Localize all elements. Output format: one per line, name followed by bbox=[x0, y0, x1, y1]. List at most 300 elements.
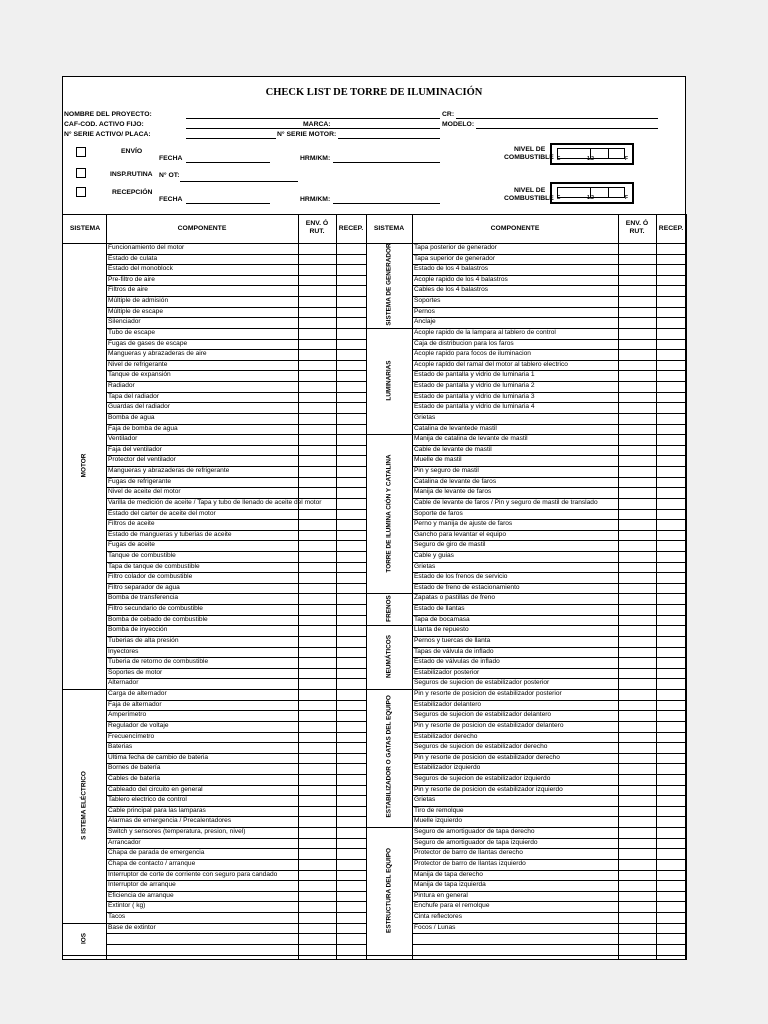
right-env-cell[interactable] bbox=[619, 520, 655, 529]
right-env-cell[interactable] bbox=[619, 902, 655, 911]
left-env-cell[interactable] bbox=[299, 711, 335, 720]
right-env-cell[interactable] bbox=[619, 276, 655, 285]
right-env-cell[interactable] bbox=[619, 563, 655, 572]
serie-field[interactable] bbox=[186, 138, 276, 139]
left-recep-cell[interactable] bbox=[337, 817, 365, 826]
right-env-cell[interactable] bbox=[619, 775, 655, 784]
left-env-cell[interactable] bbox=[299, 244, 335, 253]
right-env-cell[interactable] bbox=[619, 297, 655, 306]
left-env-cell[interactable] bbox=[299, 382, 335, 391]
left-env-cell[interactable] bbox=[299, 584, 335, 593]
left-env-cell[interactable] bbox=[299, 807, 335, 816]
hrm-envio-field[interactable] bbox=[333, 162, 440, 163]
left-env-cell[interactable] bbox=[299, 913, 335, 922]
left-recep-cell[interactable] bbox=[337, 679, 365, 688]
left-recep-cell[interactable] bbox=[337, 648, 365, 657]
right-recep-cell[interactable] bbox=[657, 796, 685, 805]
right-env-cell[interactable] bbox=[619, 924, 655, 933]
right-recep-cell[interactable] bbox=[657, 510, 685, 519]
right-env-cell[interactable] bbox=[619, 488, 655, 497]
left-recep-cell[interactable] bbox=[337, 764, 365, 773]
right-recep-cell[interactable] bbox=[657, 711, 685, 720]
left-env-cell[interactable] bbox=[299, 350, 335, 359]
left-env-cell[interactable] bbox=[299, 722, 335, 731]
left-env-cell[interactable] bbox=[299, 796, 335, 805]
right-env-cell[interactable] bbox=[619, 541, 655, 550]
right-env-cell[interactable] bbox=[619, 733, 655, 742]
right-recep-cell[interactable] bbox=[657, 371, 685, 380]
right-recep-cell[interactable] bbox=[657, 828, 685, 837]
right-recep-cell[interactable] bbox=[657, 648, 685, 657]
fuel-f-label: F bbox=[625, 195, 629, 201]
left-env-cell[interactable] bbox=[299, 552, 335, 561]
right-recep-cell[interactable] bbox=[657, 361, 685, 370]
right-recep-cell[interactable] bbox=[657, 541, 685, 550]
right-env-cell[interactable] bbox=[619, 531, 655, 540]
right-recep-cell[interactable] bbox=[657, 478, 685, 487]
left-recep-cell[interactable] bbox=[337, 849, 365, 858]
left-recep-cell[interactable] bbox=[337, 244, 365, 253]
right-env-cell[interactable] bbox=[619, 658, 655, 667]
left-component-item: Filtro separador de agua bbox=[108, 583, 180, 591]
right-recep-cell[interactable] bbox=[657, 520, 685, 529]
right-env-cell[interactable] bbox=[619, 244, 655, 253]
right-recep-cell[interactable] bbox=[657, 764, 685, 773]
right-recep-cell[interactable] bbox=[657, 446, 685, 455]
left-recep-cell[interactable] bbox=[337, 403, 365, 412]
right-component-item: Acople rapido para focos de iluminacion bbox=[414, 350, 531, 358]
left-recep-cell[interactable] bbox=[337, 435, 365, 444]
left-env-cell[interactable] bbox=[299, 743, 335, 752]
left-env-cell[interactable] bbox=[299, 371, 335, 380]
right-recep-cell[interactable] bbox=[657, 414, 685, 423]
right-env-cell[interactable] bbox=[619, 350, 655, 359]
right-env-cell[interactable] bbox=[619, 371, 655, 380]
left-recep-cell[interactable] bbox=[337, 871, 365, 880]
right-component-item: Pin y resorte de posicion de estabilizador delantero bbox=[414, 721, 564, 729]
right-env-cell[interactable] bbox=[619, 318, 655, 327]
right-recep-cell[interactable] bbox=[657, 393, 685, 402]
left-env-cell[interactable] bbox=[299, 658, 335, 667]
left-env-cell[interactable] bbox=[299, 669, 335, 678]
recepcion-checkbox[interactable] bbox=[76, 187, 86, 197]
label-marca: MARCA: bbox=[303, 121, 331, 128]
right-recep-cell[interactable] bbox=[657, 754, 685, 763]
right-component-item: Pernos bbox=[414, 307, 435, 315]
left-env-cell[interactable] bbox=[299, 839, 335, 848]
left-env-cell[interactable] bbox=[299, 265, 335, 274]
right-env-cell[interactable] bbox=[619, 860, 655, 869]
left-env-cell[interactable] bbox=[299, 478, 335, 487]
left-recep-cell[interactable] bbox=[337, 902, 365, 911]
left-recep-cell[interactable] bbox=[337, 669, 365, 678]
left-recep-cell[interactable] bbox=[337, 276, 365, 285]
left-env-cell[interactable] bbox=[299, 871, 335, 880]
right-env-cell[interactable] bbox=[619, 828, 655, 837]
insp-rutina-checkbox[interactable] bbox=[76, 168, 86, 178]
left-recep-cell[interactable] bbox=[337, 488, 365, 497]
right-env-cell[interactable] bbox=[619, 425, 655, 434]
left-env-cell[interactable] bbox=[299, 297, 335, 306]
right-env-cell[interactable] bbox=[619, 616, 655, 625]
right-recep-cell[interactable] bbox=[657, 340, 685, 349]
left-recep-cell[interactable] bbox=[337, 584, 365, 593]
left-recep-cell[interactable] bbox=[337, 499, 365, 508]
right-env-cell[interactable] bbox=[619, 892, 655, 901]
left-env-cell[interactable] bbox=[299, 456, 335, 465]
left-env-cell[interactable] bbox=[299, 573, 335, 582]
left-recep-cell[interactable] bbox=[337, 531, 365, 540]
left-recep-cell[interactable] bbox=[337, 340, 365, 349]
left-env-cell[interactable] bbox=[299, 531, 335, 540]
left-env-cell[interactable] bbox=[299, 446, 335, 455]
left-env-cell[interactable] bbox=[299, 340, 335, 349]
right-recep-cell[interactable] bbox=[657, 701, 685, 710]
right-recep-cell[interactable] bbox=[657, 892, 685, 901]
left-recep-cell[interactable] bbox=[337, 393, 365, 402]
right-recep-cell[interactable] bbox=[657, 308, 685, 317]
right-recep-cell[interactable] bbox=[657, 552, 685, 561]
right-env-cell[interactable] bbox=[619, 807, 655, 816]
left-env-cell[interactable] bbox=[299, 276, 335, 285]
left-component-item: Extintor ( kg) bbox=[108, 902, 146, 910]
left-recep-cell[interactable] bbox=[337, 913, 365, 922]
right-recep-cell[interactable] bbox=[657, 807, 685, 816]
header-sistema-left: SISTEMA bbox=[69, 225, 101, 232]
left-recep-cell[interactable] bbox=[337, 425, 365, 434]
right-env-cell[interactable] bbox=[619, 743, 655, 752]
right-env-cell[interactable] bbox=[619, 286, 655, 295]
left-recep-cell[interactable] bbox=[337, 754, 365, 763]
left-env-cell[interactable] bbox=[299, 754, 335, 763]
left-recep-cell[interactable] bbox=[337, 637, 365, 646]
right-recep-cell[interactable] bbox=[657, 690, 685, 699]
left-env-cell[interactable] bbox=[299, 414, 335, 423]
left-env-cell[interactable] bbox=[299, 488, 335, 497]
right-env-cell[interactable] bbox=[619, 478, 655, 487]
right-component-item: Tapa superior de generador bbox=[414, 254, 496, 262]
right-env-cell[interactable] bbox=[619, 764, 655, 773]
right-env-cell[interactable] bbox=[619, 594, 655, 603]
left-recep-cell[interactable] bbox=[337, 626, 365, 635]
left-env-cell[interactable] bbox=[299, 616, 335, 625]
right-recep-cell[interactable] bbox=[657, 658, 685, 667]
left-env-cell[interactable] bbox=[299, 594, 335, 603]
left-recep-cell[interactable] bbox=[337, 573, 365, 582]
right-recep-cell[interactable] bbox=[657, 626, 685, 635]
left-env-cell[interactable] bbox=[299, 286, 335, 295]
right-recep-cell[interactable] bbox=[657, 435, 685, 444]
left-env-cell[interactable] bbox=[299, 435, 335, 444]
left-recep-cell[interactable] bbox=[337, 563, 365, 572]
right-recep-cell[interactable] bbox=[657, 637, 685, 646]
cr-field[interactable] bbox=[456, 118, 658, 119]
right-recep-cell[interactable] bbox=[657, 255, 685, 264]
left-recep-cell[interactable] bbox=[337, 690, 365, 699]
left-recep-cell[interactable] bbox=[337, 924, 365, 933]
left-env-cell[interactable] bbox=[299, 860, 335, 869]
right-env-cell[interactable] bbox=[619, 849, 655, 858]
left-recep-cell[interactable] bbox=[337, 371, 365, 380]
left-env-cell[interactable] bbox=[299, 541, 335, 550]
hrm-recepcion-field[interactable] bbox=[333, 203, 440, 204]
left-component-item: Cableado del circuito en general bbox=[108, 785, 203, 793]
left-env-cell[interactable] bbox=[299, 690, 335, 699]
left-env-cell[interactable] bbox=[299, 467, 335, 476]
left-recep-cell[interactable] bbox=[337, 552, 365, 561]
left-recep-cell[interactable] bbox=[337, 265, 365, 274]
right-recep-cell[interactable] bbox=[657, 403, 685, 412]
left-recep-cell[interactable] bbox=[337, 361, 365, 370]
serie-motor-field[interactable] bbox=[338, 138, 440, 139]
right-recep-cell[interactable] bbox=[657, 329, 685, 338]
right-component-item: Pernos y tuercas de llanta bbox=[414, 636, 491, 644]
right-env-cell[interactable] bbox=[619, 446, 655, 455]
right-env-cell[interactable] bbox=[619, 690, 655, 699]
left-recep-cell[interactable] bbox=[337, 308, 365, 317]
left-recep-cell[interactable] bbox=[337, 807, 365, 816]
left-recep-cell[interactable] bbox=[337, 658, 365, 667]
right-env-cell[interactable] bbox=[619, 817, 655, 826]
right-recep-cell[interactable] bbox=[657, 902, 685, 911]
header-env-left: ENV. Ó RUT. bbox=[305, 220, 329, 235]
fuel-gauge-recepcion[interactable] bbox=[550, 182, 634, 204]
right-env-cell[interactable] bbox=[619, 403, 655, 412]
left-recep-cell[interactable] bbox=[337, 510, 365, 519]
right-recep-cell[interactable] bbox=[657, 679, 685, 688]
right-env-cell[interactable] bbox=[619, 605, 655, 614]
left-recep-cell[interactable] bbox=[337, 541, 365, 550]
left-env-cell[interactable] bbox=[299, 308, 335, 317]
left-recep-cell[interactable] bbox=[337, 839, 365, 848]
label-recepcion: RECEPCIÓN bbox=[112, 189, 153, 196]
left-env-cell[interactable] bbox=[299, 817, 335, 826]
right-recep-cell[interactable] bbox=[657, 563, 685, 572]
envio-checkbox[interactable] bbox=[76, 147, 86, 157]
fecha-envio-field[interactable] bbox=[186, 162, 270, 163]
left-recep-cell[interactable] bbox=[337, 350, 365, 359]
left-recep-cell[interactable] bbox=[337, 382, 365, 391]
right-env-cell[interactable] bbox=[619, 711, 655, 720]
right-recep-cell[interactable] bbox=[657, 499, 685, 508]
right-recep-cell[interactable] bbox=[657, 913, 685, 922]
right-recep-cell[interactable] bbox=[657, 669, 685, 678]
right-component-item: Enchufe para el remolque bbox=[414, 902, 490, 910]
left-env-cell[interactable] bbox=[299, 881, 335, 890]
left-recep-cell[interactable] bbox=[337, 881, 365, 890]
left-env-cell[interactable] bbox=[299, 499, 335, 508]
right-env-cell[interactable] bbox=[619, 839, 655, 848]
right-env-cell[interactable] bbox=[619, 340, 655, 349]
right-recep-cell[interactable] bbox=[657, 584, 685, 593]
right-env-cell[interactable] bbox=[619, 265, 655, 274]
label-fecha-2: FECHA bbox=[159, 196, 183, 203]
left-recep-cell[interactable] bbox=[337, 318, 365, 327]
left-component-item: Switch y sensores (temperatura, presion, nivel) bbox=[108, 828, 246, 836]
left-recep-cell[interactable] bbox=[337, 733, 365, 742]
right-recep-cell[interactable] bbox=[657, 244, 685, 253]
right-env-cell[interactable] bbox=[619, 722, 655, 731]
right-env-cell[interactable] bbox=[619, 499, 655, 508]
right-env-cell[interactable] bbox=[619, 361, 655, 370]
left-recep-cell[interactable] bbox=[337, 828, 365, 837]
left-recep-cell[interactable] bbox=[337, 892, 365, 901]
left-recep-cell[interactable] bbox=[337, 711, 365, 720]
right-env-cell[interactable] bbox=[619, 382, 655, 391]
right-recep-cell[interactable] bbox=[657, 743, 685, 752]
right-recep-cell[interactable] bbox=[657, 616, 685, 625]
left-recep-cell[interactable] bbox=[337, 775, 365, 784]
right-env-cell[interactable] bbox=[619, 626, 655, 635]
right-recep-cell[interactable] bbox=[657, 722, 685, 731]
right-env-cell[interactable] bbox=[619, 456, 655, 465]
left-recep-cell[interactable] bbox=[337, 860, 365, 869]
left-env-cell[interactable] bbox=[299, 329, 335, 338]
left-recep-cell[interactable] bbox=[337, 605, 365, 614]
right-recep-cell[interactable] bbox=[657, 786, 685, 795]
left-env-cell[interactable] bbox=[299, 892, 335, 901]
right-recep-cell[interactable] bbox=[657, 297, 685, 306]
left-recep-cell[interactable] bbox=[337, 446, 365, 455]
left-recep-cell[interactable] bbox=[337, 616, 365, 625]
right-recep-cell[interactable] bbox=[657, 839, 685, 848]
left-recep-cell[interactable] bbox=[337, 796, 365, 805]
right-recep-cell[interactable] bbox=[657, 318, 685, 327]
right-recep-cell[interactable] bbox=[657, 871, 685, 880]
right-recep-cell[interactable] bbox=[657, 605, 685, 614]
right-env-cell[interactable] bbox=[619, 414, 655, 423]
left-recep-cell[interactable] bbox=[337, 329, 365, 338]
left-env-cell[interactable] bbox=[299, 563, 335, 572]
right-recep-cell[interactable] bbox=[657, 382, 685, 391]
left-component-item: Interruptor de corte de corriente con seguro para candado bbox=[108, 870, 278, 878]
right-env-cell[interactable] bbox=[619, 584, 655, 593]
left-component-item: Funcionamiento del motor bbox=[108, 244, 185, 251]
right-col-line bbox=[686, 214, 687, 960]
right-recep-cell[interactable] bbox=[657, 265, 685, 274]
right-recep-cell[interactable] bbox=[657, 594, 685, 603]
left-recep-cell[interactable] bbox=[337, 478, 365, 487]
right-env-cell[interactable] bbox=[619, 573, 655, 582]
right-env-cell[interactable] bbox=[619, 308, 655, 317]
right-env-cell[interactable] bbox=[619, 637, 655, 646]
left-recep-cell[interactable] bbox=[337, 743, 365, 752]
left-env-cell[interactable] bbox=[299, 403, 335, 412]
left-env-cell[interactable] bbox=[299, 626, 335, 635]
right-recep-cell[interactable] bbox=[657, 276, 685, 285]
left-env-cell[interactable] bbox=[299, 924, 335, 933]
right-recep-cell[interactable] bbox=[657, 456, 685, 465]
left-env-cell[interactable] bbox=[299, 701, 335, 710]
right-env-cell[interactable] bbox=[619, 435, 655, 444]
right-env-cell[interactable] bbox=[619, 871, 655, 880]
right-recep-cell[interactable] bbox=[657, 881, 685, 890]
left-recep-cell[interactable] bbox=[337, 414, 365, 423]
right-recep-cell[interactable] bbox=[657, 849, 685, 858]
right-env-cell[interactable] bbox=[619, 679, 655, 688]
left-recep-cell[interactable] bbox=[337, 255, 365, 264]
not-field[interactable] bbox=[180, 181, 298, 182]
right-env-cell[interactable] bbox=[619, 786, 655, 795]
modelo-field[interactable] bbox=[476, 128, 658, 129]
left-recep-cell[interactable] bbox=[337, 467, 365, 476]
left-env-cell[interactable] bbox=[299, 361, 335, 370]
right-env-cell[interactable] bbox=[619, 467, 655, 476]
right-env-cell[interactable] bbox=[619, 913, 655, 922]
left-env-cell[interactable] bbox=[299, 902, 335, 911]
right-recep-cell[interactable] bbox=[657, 350, 685, 359]
left-env-cell[interactable] bbox=[299, 637, 335, 646]
left-env-cell[interactable] bbox=[299, 425, 335, 434]
left-recep-cell[interactable] bbox=[337, 701, 365, 710]
left-recep-cell[interactable] bbox=[337, 520, 365, 529]
right-recep-cell[interactable] bbox=[657, 860, 685, 869]
right-recep-cell[interactable] bbox=[657, 467, 685, 476]
left-recep-cell[interactable] bbox=[337, 286, 365, 295]
left-recep-cell[interactable] bbox=[337, 722, 365, 731]
right-env-cell[interactable] bbox=[619, 648, 655, 657]
left-recep-cell[interactable] bbox=[337, 786, 365, 795]
right-env-cell[interactable] bbox=[619, 754, 655, 763]
left-env-cell[interactable] bbox=[299, 520, 335, 529]
label-hrm-1: HRM/KM: bbox=[300, 155, 331, 162]
right-recep-cell[interactable] bbox=[657, 488, 685, 497]
right-recep-cell[interactable] bbox=[657, 425, 685, 434]
proyecto-field[interactable] bbox=[186, 118, 440, 119]
left-env-cell[interactable] bbox=[299, 648, 335, 657]
right-env-cell[interactable] bbox=[619, 669, 655, 678]
left-env-cell[interactable] bbox=[299, 828, 335, 837]
right-env-cell[interactable] bbox=[619, 796, 655, 805]
left-env-cell[interactable] bbox=[299, 510, 335, 519]
left-env-cell[interactable] bbox=[299, 605, 335, 614]
right-env-cell[interactable] bbox=[619, 255, 655, 264]
right-recep-cell[interactable] bbox=[657, 775, 685, 784]
left-env-cell[interactable] bbox=[299, 733, 335, 742]
right-env-cell[interactable] bbox=[619, 552, 655, 561]
right-recep-cell[interactable] bbox=[657, 286, 685, 295]
right-recep-cell[interactable] bbox=[657, 531, 685, 540]
left-recep-cell[interactable] bbox=[337, 297, 365, 306]
left-env-cell[interactable] bbox=[299, 679, 335, 688]
right-env-cell[interactable] bbox=[619, 329, 655, 338]
label-envio: ENVÍO bbox=[121, 148, 143, 155]
left-env-cell[interactable] bbox=[299, 775, 335, 784]
left-env-cell[interactable] bbox=[299, 318, 335, 327]
right-env-cell[interactable] bbox=[619, 881, 655, 890]
right-env-cell[interactable] bbox=[619, 393, 655, 402]
right-component-item: Gancho para levantar el equipo bbox=[414, 530, 507, 538]
left-recep-cell[interactable] bbox=[337, 594, 365, 603]
left-env-cell[interactable] bbox=[299, 849, 335, 858]
right-recep-cell[interactable] bbox=[657, 733, 685, 742]
right-env-cell[interactable] bbox=[619, 701, 655, 710]
left-env-cell[interactable] bbox=[299, 764, 335, 773]
left-recep-cell[interactable] bbox=[337, 456, 365, 465]
left-env-cell[interactable] bbox=[299, 393, 335, 402]
fecha-recepcion-field[interactable] bbox=[186, 203, 270, 204]
right-recep-cell[interactable] bbox=[657, 924, 685, 933]
right-recep-cell[interactable] bbox=[657, 573, 685, 582]
right-component-item: Estado de pantalla y vidrio de luminaria 3 bbox=[414, 392, 535, 400]
left-component-item: Tapa del radiador bbox=[108, 392, 159, 400]
left-env-cell[interactable] bbox=[299, 786, 335, 795]
right-env-cell[interactable] bbox=[619, 510, 655, 519]
left-env-cell[interactable] bbox=[299, 255, 335, 264]
fuel-gauge-envio[interactable] bbox=[550, 143, 634, 165]
left-component-item: Tubo de escape bbox=[108, 328, 156, 336]
right-recep-cell[interactable] bbox=[657, 817, 685, 826]
